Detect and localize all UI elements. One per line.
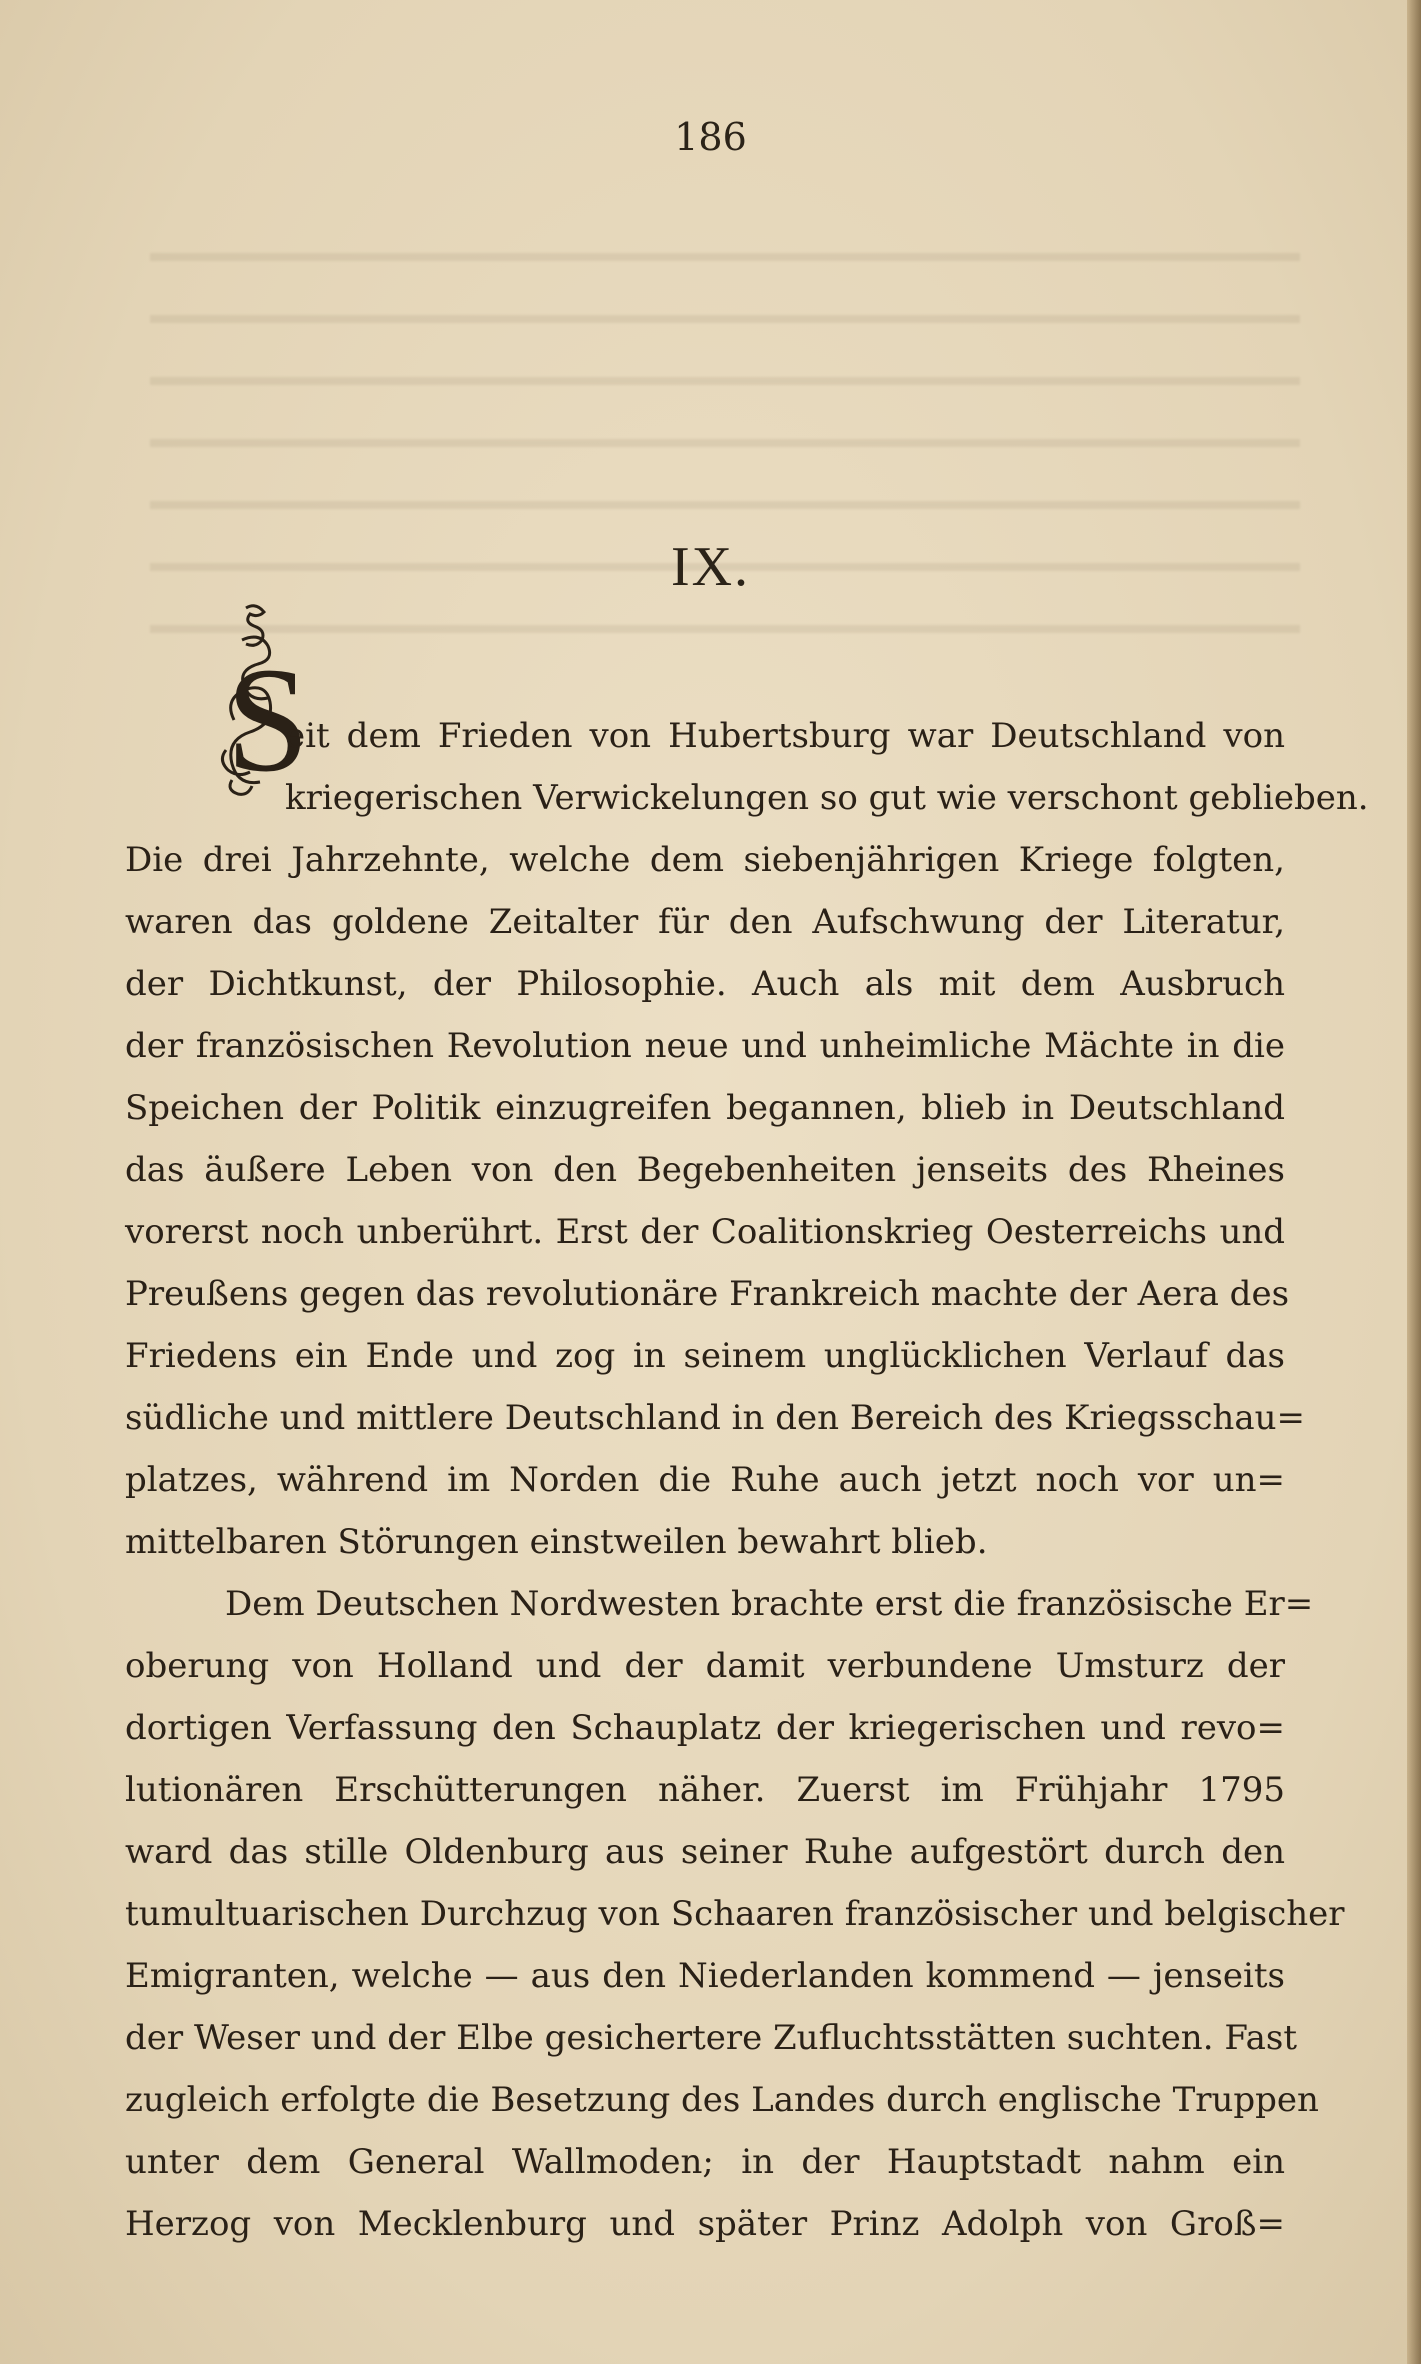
page-gutter-edge bbox=[1407, 0, 1421, 2364]
text-line: platzes, während im Norden die Ruhe auch jetzt noch vor un= bbox=[125, 1460, 1285, 1500]
text-line: tumultuarischen Durchzug von Schaaren französischer und belgischer bbox=[125, 1894, 1345, 1934]
text-line: oberung von Holland und der damit verbundene Umsturz der bbox=[125, 1646, 1285, 1686]
text-line: ward das stille Oldenburg aus seiner Ruhe aufgestört durch den bbox=[125, 1832, 1285, 1872]
text-line: waren das goldene Zeitalter für den Aufschwung der Literatur, bbox=[125, 902, 1285, 942]
text-line: vorerst noch unberührt. Erst der Coalitionskrieg Oesterreichs und bbox=[125, 1212, 1285, 1252]
text-line: der Weser und der Elbe gesichertere Zufluchtsstätten suchten. Fast bbox=[125, 2018, 1297, 2058]
text-line: lutionären Erschütterungen näher. Zuerst im Frühjahr 1795 bbox=[125, 1770, 1285, 1810]
svg-text:S: S bbox=[226, 637, 310, 803]
text-line: der Dichtkunst, der Philosophie. Auch als mit dem Ausbruch bbox=[125, 964, 1285, 1004]
text-line: Friedens ein Ende und zog in seinem unglücklichen Verlauf das bbox=[125, 1336, 1285, 1376]
text-line: Dem Deutschen Nordwesten brachte erst die französische Er= bbox=[225, 1584, 1314, 1624]
text-line: zugleich erfolgte die Besetzung des Landes durch englische Truppen bbox=[125, 2080, 1319, 2120]
text-line: eit dem Frieden von Hubertsburg war Deutschland von bbox=[285, 716, 1285, 756]
page-number: 186 bbox=[674, 115, 747, 159]
chapter-heading: IX. bbox=[670, 536, 751, 598]
text-line: Emigranten, welche — aus den Niederlanden kommend — jenseits bbox=[125, 1956, 1285, 1996]
body-text bbox=[125, 705, 1369, 2255]
text-line: das äußere Leben von den Begebenheiten jenseits des Rheines bbox=[125, 1150, 1285, 1190]
text-line: Speichen der Politik einzugreifen begannen, blieb in Deutschland bbox=[125, 1088, 1285, 1128]
text-line: Die drei Jahrzehnte, welche dem siebenjährigen Kriege folgten, bbox=[125, 840, 1285, 880]
text-line: dortigen Verfassung den Schauplatz der kriegerischen und revo= bbox=[125, 1708, 1285, 1748]
text-line: Preußens gegen das revolutionäre Frankreich machte der Aera des bbox=[125, 1274, 1290, 1314]
text-line: mittelbaren Störungen einstweilen bewahrt blieb. bbox=[125, 1522, 988, 1562]
text-line: südliche und mittlere Deutschland in den Bereich des Kriegsschau= bbox=[125, 1398, 1305, 1438]
text-line: unter dem General Wallmoden; in der Hauptstadt nahm ein bbox=[125, 2142, 1285, 2182]
text-line: der französischen Revolution neue und unheimliche Mächte in die bbox=[125, 1026, 1285, 1066]
text-line: Herzog von Mecklenburg und später Prinz Adolph von Groß= bbox=[125, 2204, 1285, 2244]
text-line: kriegerischen Verwickelungen so gut wie verschont geblieben. bbox=[285, 778, 1369, 818]
